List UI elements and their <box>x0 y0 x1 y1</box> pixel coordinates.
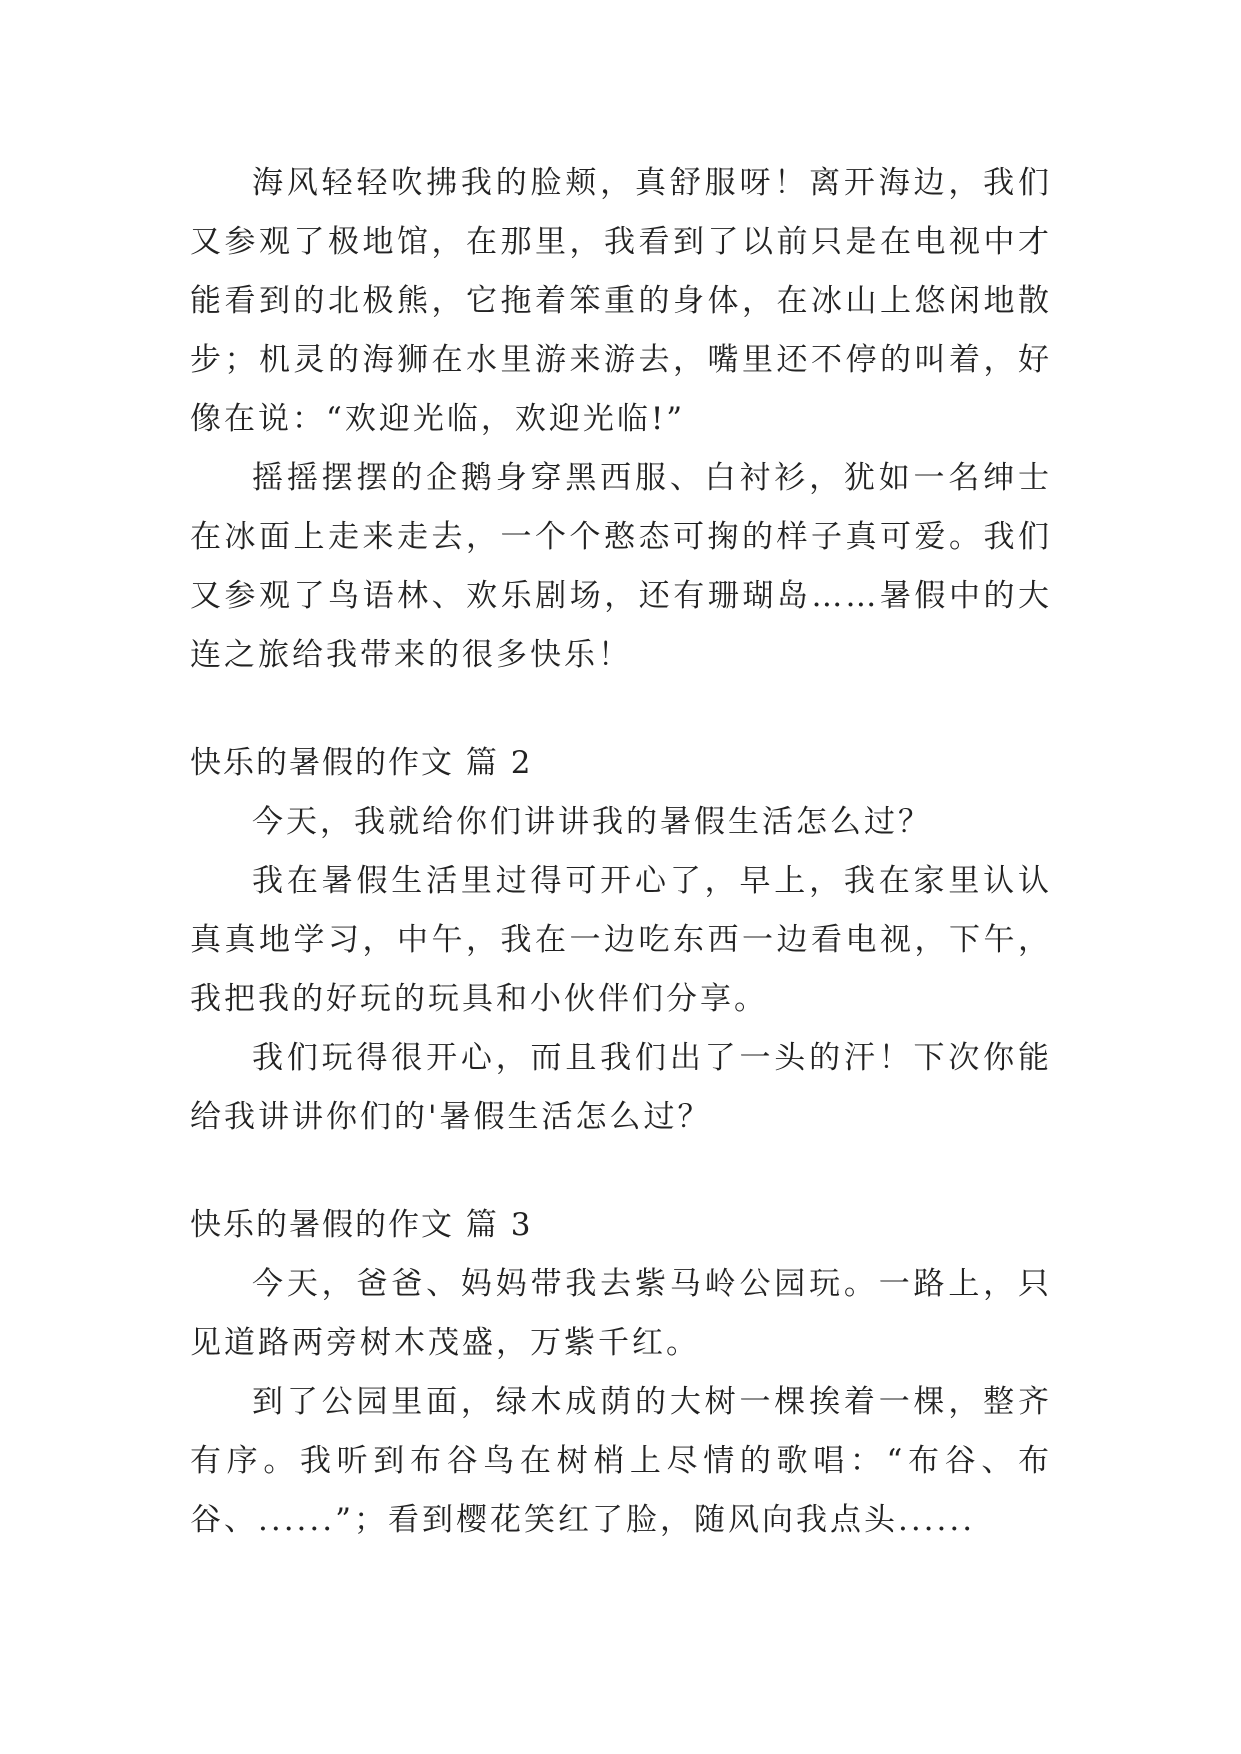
paragraph: 我们玩得很开心，而且我们出了一头的汗！下次你能给我讲讲你们的'暑假生活怎么过？ <box>190 1040 1052 1135</box>
paragraph: 海风轻轻吹拂我的脸颊，真舒服呀！离开海边，我们又参观了极地馆，在那里，我看到了以前只是在电视中才能看到的北极熊，它拖着笨重的身体，在冰山上悠闲地散步；机灵的海狮在水里游来游去，嘴里还不停的叫着，好像在说：“欢迎光临，欢迎光临!” <box>190 165 1052 437</box>
paragraph: 我在暑假生活里过得可开心了，早上，我在家里认认真真地学习，中午，我在一边吃东西一边看电视，下午，我把我的好玩的玩具和小伙伴们分享。 <box>190 863 1052 1017</box>
section-gap <box>190 685 1052 734</box>
section-title: 快乐的暑假的作文 篇 2 <box>190 745 533 781</box>
section-title: 快乐的暑假的作文 篇 3 <box>190 1207 533 1243</box>
document-body <box>190 154 1052 1550</box>
paragraph: 今天，我就给你们讲讲我的暑假生活怎么过？ <box>252 804 932 840</box>
section-1 <box>190 154 1052 685</box>
paragraph: 到了公园里面，绿木成荫的大树一棵挨着一棵，整齐有序。我听到布谷鸟在树梢上尽情的歌唱：“布谷、布谷、......”；看到樱花笑红了脸，随风向我点头...... <box>190 1384 1052 1538</box>
section-2 <box>190 734 1052 1147</box>
section-gap <box>190 1147 1052 1196</box>
paragraph: 摇摇摆摆的企鹅身穿黑西服、白衬衫，犹如一名绅士在冰面上走来走去，一个个憨态可掬的样子真可爱。我们又参观了鸟语林、欢乐剧场，还有珊瑚岛……暑假中的大连之旅给我带来的很多快乐！ <box>190 460 1052 673</box>
paragraph: 今天，爸爸、妈妈带我去紫马岭公园玩。一路上，只见道路两旁树木茂盛，万紫千红。 <box>190 1266 1052 1361</box>
section-3 <box>190 1196 1052 1550</box>
